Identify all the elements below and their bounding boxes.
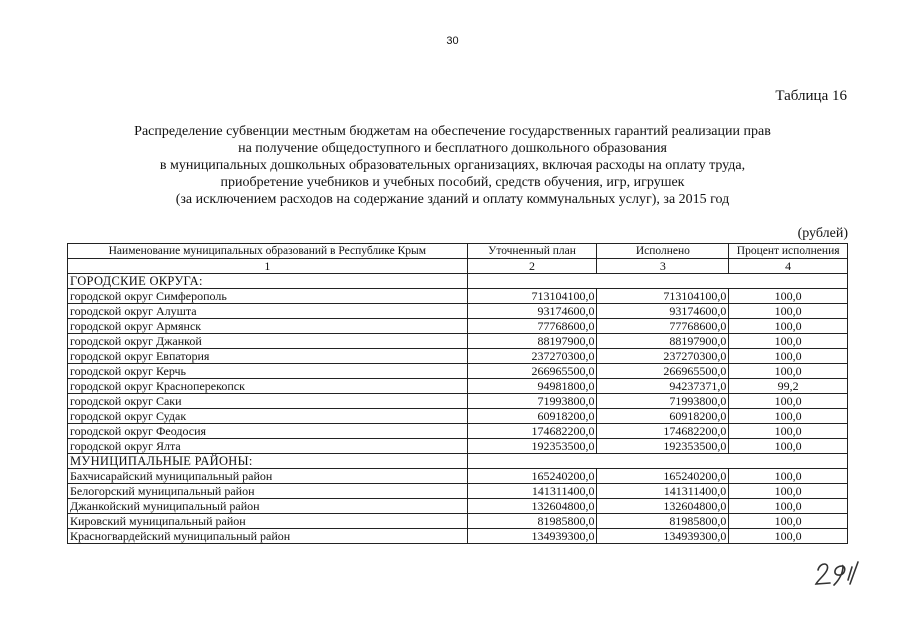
percent-cell: 100,0 <box>729 424 848 439</box>
plan-amount-cell: 88197900,0 <box>467 334 597 349</box>
executed-amount-cell: 165240200,0 <box>597 469 729 484</box>
column-header-done: Исполнено <box>597 244 729 259</box>
signature-mark-icon <box>812 558 864 588</box>
municipality-name-cell: городской округ Ялта <box>68 439 468 454</box>
executed-amount-cell: 60918200,0 <box>597 409 729 424</box>
percent-cell: 100,0 <box>729 499 848 514</box>
executed-amount-cell: 77768600,0 <box>597 319 729 334</box>
plan-amount-cell: 60918200,0 <box>467 409 597 424</box>
title-line: (за исключением расходов на содержание зданий и оплату коммунальных услуг), за 2015 год <box>175 192 730 207</box>
municipality-name-cell: городской округ Саки <box>68 394 468 409</box>
plan-amount-cell: 134939300,0 <box>467 529 597 544</box>
document-title <box>60 123 845 208</box>
column-number: 2 <box>467 259 597 274</box>
table-row <box>68 409 848 424</box>
column-header-name: Наименование муниципальных образований в Республике Крым <box>68 244 468 259</box>
percent-cell: 100,0 <box>729 304 848 319</box>
plan-amount-cell: 192353500,0 <box>467 439 597 454</box>
plan-amount-cell: 132604800,0 <box>467 499 597 514</box>
handwritten-signature <box>812 558 864 593</box>
municipality-name-cell: Кировский муниципальный район <box>68 514 468 529</box>
section-empty-cell <box>729 454 848 469</box>
title-line: Распределение субвенции местным бюджетам на обеспечение государственных гарантий реализации прав <box>134 124 771 139</box>
municipality-name-cell: Джанкойский муниципальный район <box>68 499 468 514</box>
table-row <box>68 514 848 529</box>
column-number: 4 <box>729 259 848 274</box>
section-empty-cell <box>467 454 597 469</box>
title-line: приобретение учебников и учебных пособий, средств обучения, игр, игрушек <box>220 175 685 190</box>
plan-amount-cell: 174682200,0 <box>467 424 597 439</box>
municipality-name-cell: городской округ Керчь <box>68 364 468 379</box>
column-number: 3 <box>597 259 729 274</box>
plan-amount-cell: 81985800,0 <box>467 514 597 529</box>
executed-amount-cell: 141311400,0 <box>597 484 729 499</box>
percent-cell: 100,0 <box>729 409 848 424</box>
plan-amount-cell: 94981800,0 <box>467 379 597 394</box>
municipality-name-cell: Бахчисарайский муниципальный район <box>68 469 468 484</box>
section-title: МУНИЦИПАЛЬНЫЕ РАЙОНЫ: <box>68 454 468 469</box>
subvention-table <box>67 243 848 544</box>
executed-amount-cell: 132604800,0 <box>597 499 729 514</box>
plan-amount-cell: 237270300,0 <box>467 349 597 364</box>
title-line: в муниципальных дошкольных образовательных организациях, включая расходы на оплату труда, <box>159 158 746 173</box>
percent-cell: 100,0 <box>729 289 848 304</box>
executed-amount-cell: 134939300,0 <box>597 529 729 544</box>
table-header-row <box>68 244 848 259</box>
executed-amount-cell: 174682200,0 <box>597 424 729 439</box>
percent-cell: 100,0 <box>729 334 848 349</box>
executed-amount-cell: 93174600,0 <box>597 304 729 319</box>
percent-cell: 100,0 <box>729 364 848 379</box>
executed-amount-cell: 71993800,0 <box>597 394 729 409</box>
section-header-row <box>68 454 848 469</box>
section-title: ГОРОДСКИЕ ОКРУГА: <box>68 274 468 289</box>
table-label: Таблица 16 <box>775 88 847 104</box>
municipality-name-cell: городской округ Феодосия <box>68 424 468 439</box>
plan-amount-cell: 266965500,0 <box>467 364 597 379</box>
executed-amount-cell: 237270300,0 <box>597 349 729 364</box>
plan-amount-cell: 165240200,0 <box>467 469 597 484</box>
table-row <box>68 424 848 439</box>
municipality-name-cell: городской округ Армянск <box>68 319 468 334</box>
table-row <box>68 349 848 364</box>
plan-amount-cell: 77768600,0 <box>467 319 597 334</box>
table-row <box>68 379 848 394</box>
percent-cell: 100,0 <box>729 439 848 454</box>
table-row <box>68 394 848 409</box>
municipality-name-cell: городской округ Джанкой <box>68 334 468 349</box>
plan-amount-cell: 141311400,0 <box>467 484 597 499</box>
table-row <box>68 334 848 349</box>
section-header-row <box>68 274 848 289</box>
executed-amount-cell: 713104100,0 <box>597 289 729 304</box>
table-row <box>68 289 848 304</box>
section-empty-cell <box>729 274 848 289</box>
table-body <box>68 274 848 544</box>
column-header-plan: Уточненный план <box>467 244 597 259</box>
column-number: 1 <box>68 259 468 274</box>
table-row <box>68 439 848 454</box>
section-empty-cell <box>597 274 729 289</box>
municipality-name-cell: городской округ Евпатория <box>68 349 468 364</box>
table-row <box>68 364 848 379</box>
percent-cell: 100,0 <box>729 529 848 544</box>
municipality-name-cell: городской округ Судак <box>68 409 468 424</box>
municipality-name-cell: Красногвардейский муниципальный район <box>68 529 468 544</box>
municipality-name-cell: городской округ Симферополь <box>68 289 468 304</box>
percent-cell: 100,0 <box>729 394 848 409</box>
plan-amount-cell: 71993800,0 <box>467 394 597 409</box>
table-row <box>68 529 848 544</box>
table-row <box>68 304 848 319</box>
title-line: на получение общедоступного и бесплатного дошкольного образования <box>238 141 667 156</box>
column-number-row <box>68 259 848 274</box>
percent-cell: 100,0 <box>729 469 848 484</box>
executed-amount-cell: 94237371,0 <box>597 379 729 394</box>
percent-cell: 100,0 <box>729 514 848 529</box>
table-row <box>68 484 848 499</box>
table-row <box>68 469 848 484</box>
table-row <box>68 499 848 514</box>
table-row <box>68 319 848 334</box>
plan-amount-cell: 713104100,0 <box>467 289 597 304</box>
municipality-name-cell: городской округ Алушта <box>68 304 468 319</box>
column-header-percent: Процент исполнения <box>729 244 848 259</box>
plan-amount-cell: 93174600,0 <box>467 304 597 319</box>
executed-amount-cell: 266965500,0 <box>597 364 729 379</box>
municipality-name-cell: Белогорский муниципальный район <box>68 484 468 499</box>
page-number: 30 <box>446 35 459 47</box>
executed-amount-cell: 81985800,0 <box>597 514 729 529</box>
percent-cell: 100,0 <box>729 349 848 364</box>
executed-amount-cell: 88197900,0 <box>597 334 729 349</box>
municipality-name-cell: городской округ Красноперекопск <box>68 379 468 394</box>
section-empty-cell <box>467 274 597 289</box>
percent-cell: 100,0 <box>729 484 848 499</box>
percent-cell: 100,0 <box>729 319 848 334</box>
percent-cell: 99,2 <box>729 379 848 394</box>
units-label: (рублей) <box>797 226 848 241</box>
executed-amount-cell: 192353500,0 <box>597 439 729 454</box>
section-empty-cell <box>597 454 729 469</box>
